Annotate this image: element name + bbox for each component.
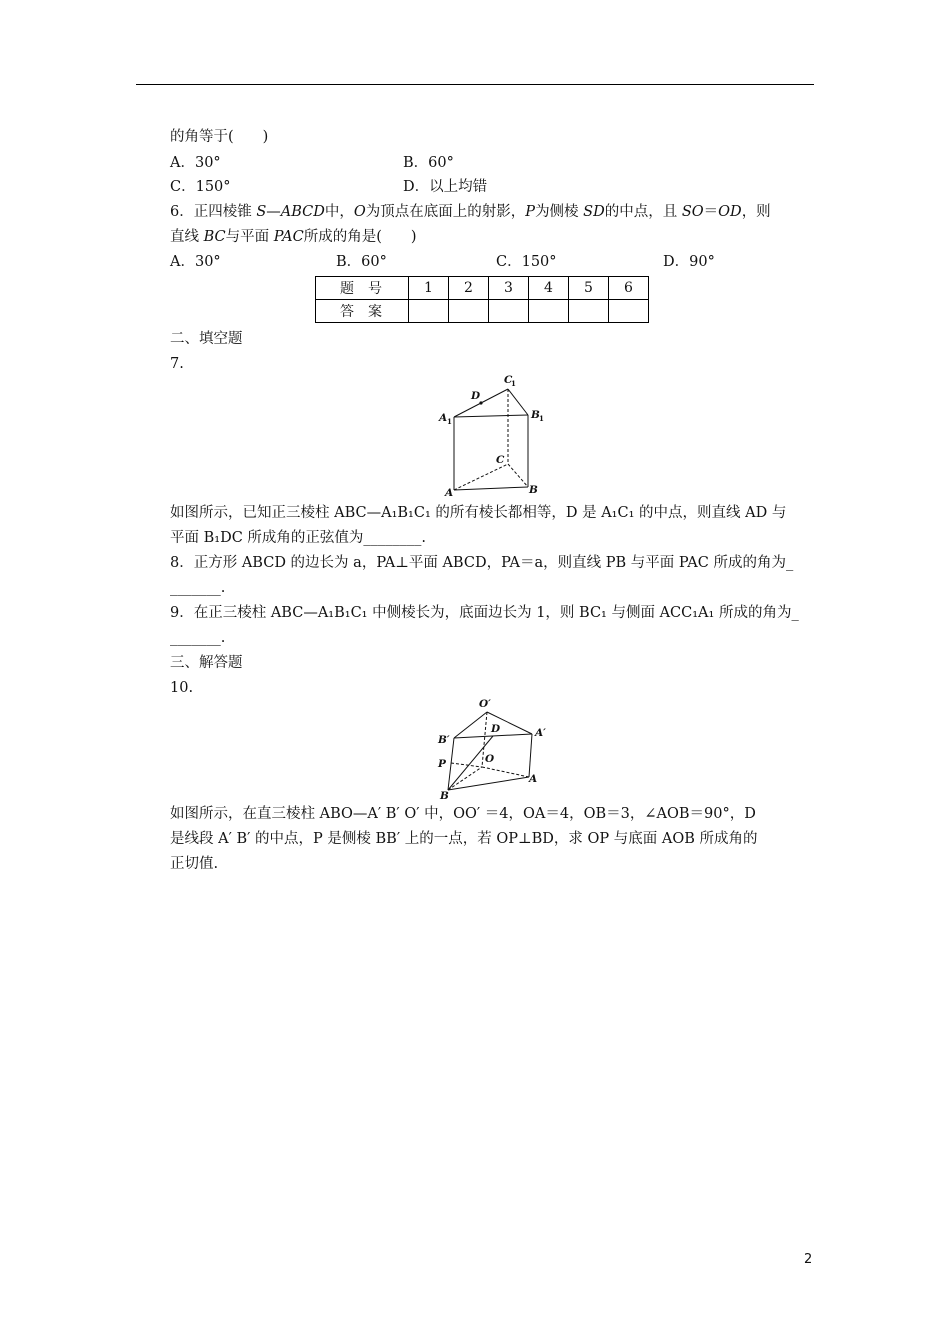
answer-cell-1[interactable] [409,300,449,323]
answer-cell-2[interactable] [449,300,489,323]
label-c1: C [504,374,513,386]
table-number-6: 6 [609,277,649,300]
header-rule [136,84,814,85]
page-number: 2 [804,1252,813,1267]
q8-line1: 8．正方形 ABCD 的边长为 a，PA⊥平面 ABCD，PA＝a，则直线 PB 与平面 PAC 所成的角为_ [170,555,794,571]
q6-line2: 直线 BC与平面 PAC所成的角是( ) [170,229,417,245]
q6-line1: 6．正四棱锥 S—ABCD中，O为顶点在底面上的射影，P为侧棱 SD的中点，且 SO＝OD，则 [170,204,771,220]
label-b1: B [531,409,540,421]
q5-option-b: B．60° [403,155,454,171]
table-header-answer: 答案 [316,300,409,323]
q5-option-d: D．以上均错 [403,179,488,195]
answer-table-answer-row [316,300,649,323]
label-b-10: B [440,790,449,801]
q7-prism-figure [430,372,550,500]
label-b-prime: B′ [438,734,450,746]
section2-title: 二、填空题 [170,331,243,347]
answer-table [315,276,649,323]
label-a1: A [439,412,448,424]
q10-prism-figure [432,697,552,801]
label-d-10: D [491,723,501,735]
label-a: A [445,487,454,499]
svg-text:1: 1 [539,414,544,423]
label-p: P [438,758,446,770]
answer-cell-4[interactable] [529,300,569,323]
label-c: C [496,454,505,466]
q10-number: 10. [170,680,194,696]
q6-option-b: B．60° [336,254,387,270]
q9-line2: _______. [170,630,226,646]
q7-line1: 如图所示，已知正三棱柱 ABC—A₁B₁C₁ 的所有棱长都相等，D 是 A₁C₁ 的中点，则直线 AD 与 [170,505,787,521]
q10-line2: 是线段 A′ B′ 的中点，P 是侧棱 BB′ 上的一点，若 OP⊥BD，求 OP 与底面 AOB 所成角的 [170,831,758,847]
q10-line1: 如图所示，在直三棱柱 ABO—A′ B′ O′ 中，OO′ ＝4，OA＝4，OB＝3，∠AOB＝90°，D [170,806,756,822]
svg-text:1: 1 [511,379,516,388]
table-number-1: 1 [409,277,449,300]
q6-option-d: D．90° [663,254,715,270]
label-d: D [471,390,481,402]
label-a-prime: A′ [535,727,546,739]
q7-line2: 平面 B₁DC 所成角的正弦值为________. [170,530,427,546]
answer-cell-5[interactable] [569,300,609,323]
table-number-4: 4 [529,277,569,300]
answer-cell-3[interactable] [489,300,529,323]
answer-table-number-row [316,277,649,300]
table-number-2: 2 [449,277,489,300]
q6-option-a: A．30° [170,254,221,270]
svg-text:1: 1 [447,417,452,426]
q9-line1: 9．在正三棱柱 ABC—A₁B₁C₁ 中侧棱长为，底面边长为 1，则 BC₁ 与侧面 ACC₁A₁ 所成的角为_ [170,605,799,621]
q7-number: 7. [170,356,184,372]
q8-line2: _______. [170,580,226,596]
label-b: B [529,484,538,496]
answer-cell-6[interactable] [609,300,649,323]
label-o-prime: O′ [479,698,491,710]
section3-title: 三、解答题 [170,655,243,671]
q5-option-c: C．150° [170,179,231,195]
table-number-3: 3 [489,277,529,300]
label-o: O [485,753,495,765]
table-number-5: 5 [569,277,609,300]
q6-option-c: C．150° [496,254,557,270]
label-a-10: A [529,773,538,785]
q10-line3: 正切值. [170,856,219,872]
q5-tail: 的角等于( ) [170,129,269,145]
table-header-number: 题号 [316,277,409,300]
q5-option-a: A．30° [170,155,221,171]
